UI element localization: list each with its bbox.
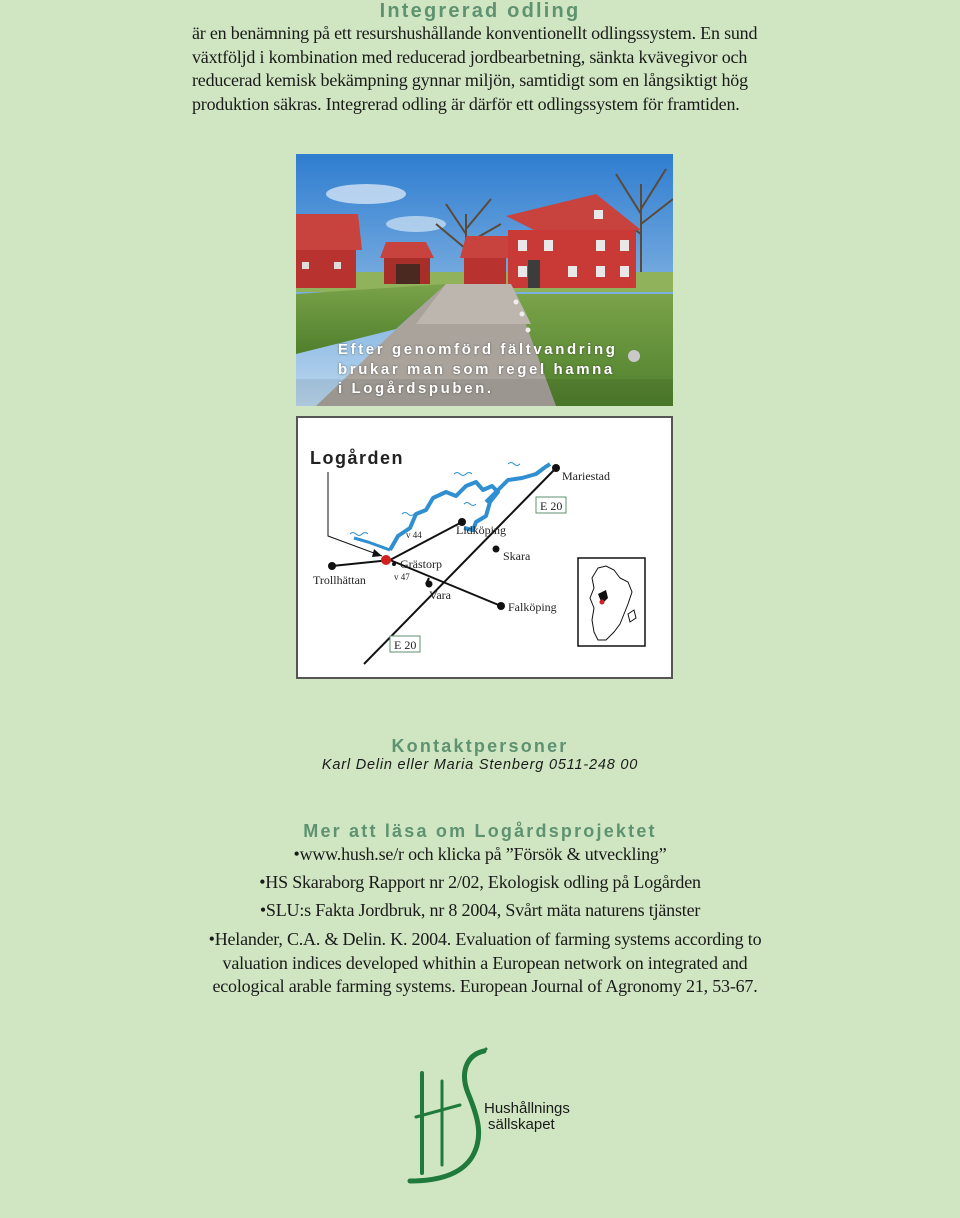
map-label-v47: v 47 xyxy=(394,572,410,582)
map-label-mariestad: Mariestad xyxy=(562,469,610,483)
map-label-vara: Vara xyxy=(429,588,451,602)
location-map-drawing xyxy=(298,418,671,677)
photo-caption-line: brukar man som regel hamna xyxy=(338,360,615,378)
reference-item: •HS Skaraborg Rapport nr 2/02, Ekologisk odling på Logården xyxy=(259,872,701,892)
map-label-lidkoping: Lidköping xyxy=(456,523,506,537)
hs-logo-mark xyxy=(400,1045,580,1185)
reference-item: •Helander, C.A. & Delin. K. 2004. Evaluation of farming systems according to valuation indices developed whithin a European network on integrated and ecological arable farming systems. European Journal of Agronomy 21, 53-67. xyxy=(208,929,762,996)
map-label-skara: Skara xyxy=(503,549,531,563)
photo-caption-line: Efter genomförd fältvandring xyxy=(338,341,618,358)
contacts-text: Karl Delin eller Maria Stenberg 0511-248 00 xyxy=(321,757,639,773)
map-label-e20-bottom: E 20 xyxy=(394,638,417,652)
logo-text-line1: Hushållnings xyxy=(484,1100,570,1117)
map-title: Logården xyxy=(310,448,405,468)
river-line xyxy=(354,538,390,550)
reference-item: •www.hush.se/r och klicka på ”Försök & utveckling” xyxy=(293,844,667,864)
location-map xyxy=(296,416,673,679)
photo-caption-line: i Logårdspuben. xyxy=(338,380,494,397)
map-label-trollhattan: Trollhättan xyxy=(313,573,366,587)
map-label-v44: v 44 xyxy=(406,530,422,540)
inset-map xyxy=(578,558,645,646)
contacts-heading: Kontaktpersoner xyxy=(391,736,569,756)
reference-item: •SLU:s Fakta Jordbruk, nr 8 2004, Svårt mäta naturens tjänster xyxy=(259,900,701,920)
farm-photo xyxy=(296,154,673,406)
map-label-e20-top: E 20 xyxy=(540,499,563,513)
map-label-grastorp: Grästorp xyxy=(400,557,442,571)
hushallningssallskapet-logo xyxy=(400,1045,580,1185)
intro-paragraph xyxy=(192,22,782,116)
photo-caption xyxy=(338,340,638,399)
reading-heading: Mer att läsa om Logårdsprojektet xyxy=(303,821,657,841)
logo-text-line2: sällskapet xyxy=(488,1116,555,1133)
intro-heading: Integrerad odling xyxy=(379,0,581,22)
intro-paragraph-text: är en benämning på ett resurshushållande konventionellt odlingssystem. En sund växtföljd i kombination med reducerad jordbearbetning, sänkta kvävegivor och reducerad kemisk bekämpning gynnar miljön, samtidigt som en långsiktigt hög produktion säkras. Integrerad odling är därför ett odlingssystem för framtiden. xyxy=(192,23,758,114)
map-label-falkoping: Falköping xyxy=(508,600,557,614)
